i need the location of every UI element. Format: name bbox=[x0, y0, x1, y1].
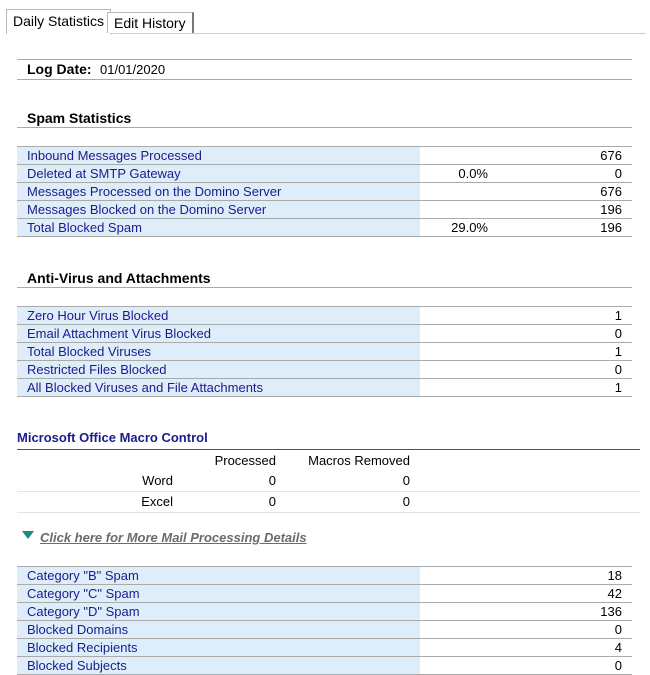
stat-value: 0 bbox=[614, 362, 622, 377]
more-details-table bbox=[17, 566, 632, 675]
tab-edit-history[interactable]: Edit History bbox=[107, 12, 194, 33]
stat-value: 18 bbox=[607, 568, 622, 583]
stat-label: Category "C" Spam bbox=[17, 585, 420, 602]
table-row bbox=[17, 147, 632, 165]
macro-app-name: Excel bbox=[141, 494, 173, 509]
stat-value: 136 bbox=[600, 604, 622, 619]
expand-triangle-icon[interactable] bbox=[22, 531, 34, 539]
stat-label: Category "B" Spam bbox=[17, 567, 420, 584]
macro-removed-value: 0 bbox=[402, 473, 410, 488]
stat-label: Zero Hour Virus Blocked bbox=[17, 307, 420, 324]
table-row bbox=[17, 343, 632, 361]
macro-table bbox=[17, 451, 640, 513]
stat-label: Total Blocked Viruses bbox=[17, 343, 420, 360]
stat-value: 1 bbox=[614, 380, 622, 395]
macro-processed-value: 0 bbox=[268, 473, 276, 488]
table-row bbox=[17, 621, 632, 639]
table-row bbox=[17, 471, 640, 492]
antivirus-stats-table bbox=[17, 306, 632, 397]
more-details-link[interactable]: Click here for More Mail Processing Details bbox=[40, 530, 307, 545]
table-row bbox=[17, 639, 632, 657]
tab-bar bbox=[6, 10, 646, 34]
log-date-row bbox=[17, 59, 632, 80]
macro-header-row bbox=[17, 451, 640, 471]
stat-label: Restricted Files Blocked bbox=[17, 361, 420, 378]
stat-label: Inbound Messages Processed bbox=[17, 147, 420, 164]
macro-header-processed: Processed bbox=[214, 453, 276, 468]
stat-label: Deleted at SMTP Gateway bbox=[17, 165, 420, 182]
stat-percent: 29.0% bbox=[451, 220, 488, 235]
table-row bbox=[17, 165, 632, 183]
table-row bbox=[17, 325, 632, 343]
spam-stats-table bbox=[17, 146, 632, 237]
stat-label: Email Attachment Virus Blocked bbox=[17, 325, 420, 342]
stat-label: All Blocked Viruses and File Attachments bbox=[17, 379, 420, 396]
table-row bbox=[17, 361, 632, 379]
log-date-label: Log Date: bbox=[27, 61, 92, 77]
table-row bbox=[17, 657, 632, 675]
stat-value: 196 bbox=[600, 220, 622, 235]
stat-label: Blocked Domains bbox=[17, 621, 420, 638]
table-row bbox=[17, 567, 632, 585]
stat-label: Blocked Subjects bbox=[17, 657, 420, 674]
log-date-value: 01/01/2020 bbox=[100, 62, 166, 77]
macro-header-removed: Macros Removed bbox=[308, 453, 410, 468]
stat-value: 42 bbox=[607, 586, 622, 601]
tab-daily-statistics[interactable]: Daily Statistics bbox=[6, 9, 111, 34]
table-row bbox=[17, 219, 632, 237]
stat-value: 0 bbox=[614, 658, 622, 673]
stat-value: 1 bbox=[614, 344, 622, 359]
macro-section-title bbox=[17, 430, 640, 450]
stat-label: Messages Blocked on the Domino Server bbox=[17, 201, 420, 218]
stat-label: Blocked Recipients bbox=[17, 639, 420, 656]
stat-label: Messages Processed on the Domino Server bbox=[17, 183, 420, 200]
antivirus-title: Anti-Virus and Attachments bbox=[27, 270, 211, 286]
table-row bbox=[17, 183, 632, 201]
table-row bbox=[17, 307, 632, 325]
stat-value: 0 bbox=[614, 622, 622, 637]
macro-title: Microsoft Office Macro Control bbox=[17, 430, 208, 445]
table-row bbox=[17, 585, 632, 603]
stat-percent: 0.0% bbox=[458, 166, 488, 181]
antivirus-section-title bbox=[17, 270, 632, 288]
stat-value: 676 bbox=[600, 184, 622, 199]
stat-value: 196 bbox=[600, 202, 622, 217]
table-row bbox=[17, 201, 632, 219]
stat-value: 1 bbox=[614, 308, 622, 323]
stat-value: 4 bbox=[614, 640, 622, 655]
macro-app-name: Word bbox=[142, 473, 173, 488]
stat-label: Total Blocked Spam bbox=[17, 219, 420, 236]
stat-value: 0 bbox=[614, 166, 622, 181]
stat-value: 0 bbox=[614, 326, 622, 341]
spam-section-title bbox=[17, 110, 632, 128]
macro-processed-value: 0 bbox=[268, 494, 276, 509]
macro-removed-value: 0 bbox=[402, 494, 410, 509]
spam-title: Spam Statistics bbox=[27, 110, 132, 126]
stat-value: 676 bbox=[600, 148, 622, 163]
table-row bbox=[17, 379, 632, 397]
table-row bbox=[17, 603, 632, 621]
stat-label: Category "D" Spam bbox=[17, 603, 420, 620]
table-row bbox=[17, 492, 640, 513]
